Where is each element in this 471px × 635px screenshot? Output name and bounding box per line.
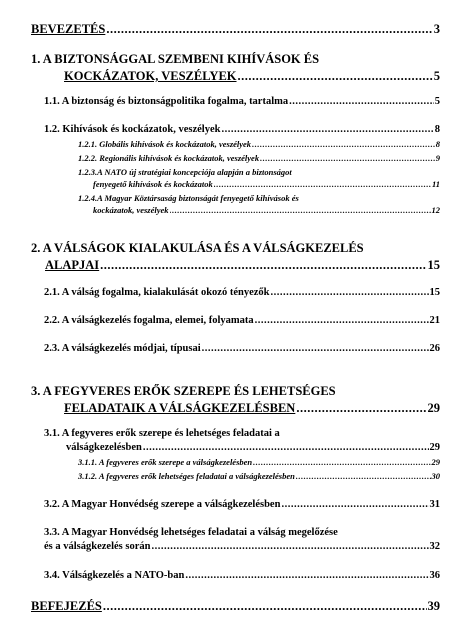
toc-page-number: 8 <box>434 124 440 135</box>
toc-entry-1-2-4-line1: 1.2.4.A Magyar Köztársaság biztonságát fenyegető kihívások és <box>78 193 299 203</box>
dot-leader <box>252 139 435 149</box>
toc-entry-title: KOCKÁZATOK, VESZÉLYEK <box>64 69 237 83</box>
toc-entry-1-2-3 <box>93 179 440 189</box>
toc-entry-title: 3.4. Válságkezelés a NATO-ban <box>44 570 185 581</box>
toc-entry-3-4 <box>44 570 440 581</box>
toc-entry-3-3-line1: 3.3. A Magyar Honvédség lehetséges feladatai a válság megelőzése <box>44 527 338 538</box>
dot-leader <box>151 541 428 552</box>
toc-page-number: 32 <box>429 541 440 552</box>
dot-leader <box>253 457 430 467</box>
toc-entry-title: BEFEJEZÉS <box>31 599 102 613</box>
toc-entry-title: 2.1. A válság fogalma, kialakulását okozó tényezők <box>44 287 270 298</box>
toc-entry-title: 1.1. A biztonság és biztonságpolitika fogalma, tartalma <box>44 96 289 107</box>
toc-entry-3-1-line1: 3.1. A fegyveres erők szerepe és lehetséges feladatai a <box>44 428 280 439</box>
toc-page-number: 31 <box>429 499 440 510</box>
dot-leader <box>255 315 429 326</box>
dot-leader <box>281 499 428 510</box>
toc-entry-conclusion <box>31 599 440 614</box>
toc-entry-title: 3.1.1. A fegyveres erők szerepe a válságkezelésben <box>78 457 253 467</box>
toc-entry-title: kockázatok, veszélyek <box>93 205 169 215</box>
toc-entry-title: 2.2. A válságkezelés fogalma, elemei, folyamata <box>44 315 254 326</box>
toc-entry-title: BEVEZETÉS <box>31 22 106 36</box>
dot-leader <box>260 153 435 163</box>
toc-entry-title: 1.2.2. Regionális kihívások és kockázatok, veszélyek <box>78 153 260 163</box>
dot-leader <box>238 69 433 84</box>
toc-page-number: 5 <box>433 69 440 83</box>
toc-page-number: 9 <box>435 153 440 163</box>
toc-page-number: 15 <box>427 258 440 272</box>
toc-entry-3-1 <box>66 442 440 453</box>
toc-entry-chapter-3 <box>64 401 440 416</box>
toc-page-number: 8 <box>435 139 440 149</box>
toc-page-number: 11 <box>431 179 440 189</box>
dot-leader <box>296 401 426 416</box>
toc-entry-3-2 <box>44 499 440 510</box>
toc-entry-title: fenyegető kihívások és kockázatok <box>93 179 213 189</box>
dot-leader <box>100 258 426 273</box>
toc-page-number: 12 <box>431 205 440 215</box>
toc-page-number: 36 <box>429 570 440 581</box>
toc-entry-1-2-4 <box>93 205 440 215</box>
dot-leader <box>296 471 431 481</box>
dot-leader <box>221 124 433 135</box>
toc-entry-2-1 <box>44 287 440 298</box>
dot-leader <box>103 599 427 614</box>
toc-entry-3-1-2 <box>78 471 440 481</box>
toc-page-number: 29 <box>429 442 440 453</box>
toc-entry-chapter-2 <box>45 258 440 273</box>
toc-entry-title: ALAPJAI <box>45 258 100 272</box>
toc-entry-title: FELADATAIK A VÁLSÁGKEZELÉSBEN <box>64 401 296 415</box>
toc-entry-1-2-3-line1: 1.2.3.A NATO új stratégiai koncepciója alapján a biztonságot <box>78 167 292 177</box>
toc-entry-2-3 <box>44 343 440 354</box>
toc-entry-title: és a válságkezelés során <box>44 541 151 552</box>
toc-entry-2-2 <box>44 315 440 326</box>
dot-leader <box>270 287 428 298</box>
toc-entry-title: 3.2. A Magyar Honvédség szerepe a válságkezelésben <box>44 499 281 510</box>
toc-page-number: 15 <box>429 287 440 298</box>
toc-entry-3-3 <box>44 541 440 552</box>
toc-page-number: 39 <box>427 599 440 613</box>
toc-entry-3-1-1 <box>78 457 440 467</box>
toc-page-number: 29 <box>431 457 440 467</box>
toc-entry-chapter-1 <box>64 69 440 84</box>
toc-page-number: 30 <box>431 471 440 481</box>
toc-page-number: 3 <box>433 22 440 36</box>
dot-leader <box>202 343 429 354</box>
toc-chapter-3-title-line1: 3. A FEGYVERES ERŐK SZEREPE ÉS LEHETSÉGES <box>31 384 336 398</box>
toc-entry-title: 1.2.1. Globális kihívások és kockázatok, veszélyek <box>78 139 252 149</box>
toc-entry-1-2-1 <box>78 139 440 149</box>
toc-entry-title: 2.3. A válságkezelés módjai, típusai <box>44 343 201 354</box>
toc-entry-1-2-2 <box>78 153 440 163</box>
toc-page-number: 26 <box>429 343 440 354</box>
toc-page-number: 5 <box>434 96 440 107</box>
toc-entry-title: 1.2. Kihívások és kockázatok, veszélyek <box>44 124 221 135</box>
toc-entry-title: 3.1.2. A fegyveres erők lehetséges feladatai a válságkezelésben <box>78 471 295 481</box>
dot-leader <box>185 570 428 581</box>
dot-leader <box>106 22 432 37</box>
toc-page-number: 21 <box>429 315 440 326</box>
dot-leader <box>214 179 431 189</box>
toc-entry-title: válságkezelésben <box>66 442 142 453</box>
dot-leader <box>170 205 431 215</box>
toc-entry-introduction <box>31 22 440 37</box>
toc-page-number: 29 <box>427 401 440 415</box>
toc-entry-1-1 <box>44 96 440 107</box>
dot-leader <box>143 442 429 453</box>
dot-leader <box>289 96 434 107</box>
toc-entry-1-2 <box>44 124 440 135</box>
toc-chapter-1-title-line1: 1. A BIZTONSÁGGAL SZEMBENI KIHÍVÁSOK ÉS <box>31 52 320 66</box>
toc-chapter-2-title-line1: 2. A VÁLSÁGOK KIALAKULÁSA ÉS A VÁLSÁGKEZELÉS <box>31 241 364 255</box>
